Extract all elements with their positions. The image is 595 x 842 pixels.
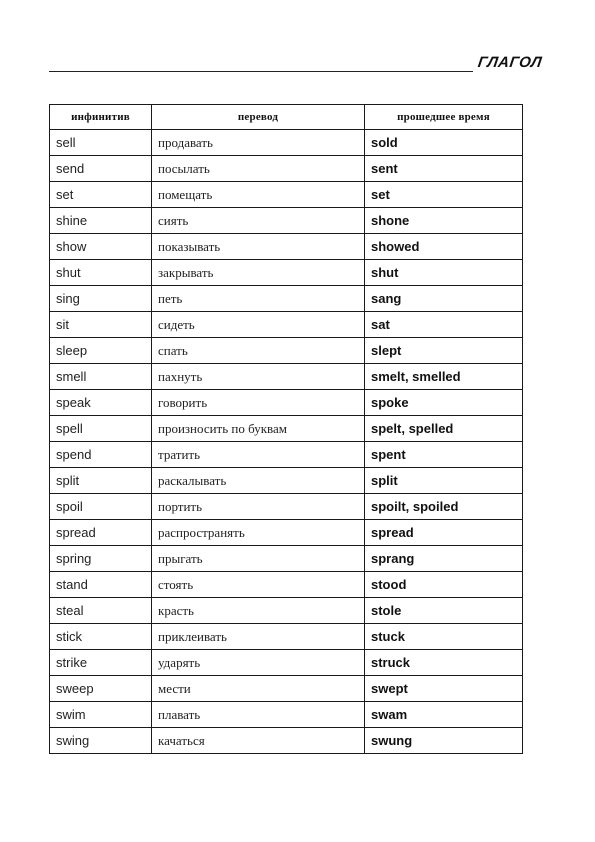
past-tense-cell: spelt, spelled xyxy=(365,416,523,442)
translation-cell: тратить xyxy=(152,442,365,468)
past-tense-cell: split xyxy=(365,468,523,494)
infinitive-cell: sit xyxy=(50,312,152,338)
header-rule xyxy=(49,71,473,72)
table-row xyxy=(50,260,523,286)
table-row xyxy=(50,234,523,260)
translation-cell: пахнуть xyxy=(152,364,365,390)
table-row xyxy=(50,312,523,338)
table-row xyxy=(50,728,523,754)
table-row xyxy=(50,598,523,624)
infinitive-cell: show xyxy=(50,234,152,260)
past-tense-cell: slept xyxy=(365,338,523,364)
past-tense-cell: struck xyxy=(365,650,523,676)
infinitive-cell: sweep xyxy=(50,676,152,702)
infinitive-cell: strike xyxy=(50,650,152,676)
infinitive-cell: steal xyxy=(50,598,152,624)
table-row xyxy=(50,494,523,520)
table-row xyxy=(50,572,523,598)
past-tense-cell: sent xyxy=(365,156,523,182)
infinitive-cell: spoil xyxy=(50,494,152,520)
past-tense-cell: stood xyxy=(365,572,523,598)
translation-cell: продавать xyxy=(152,130,365,156)
past-tense-cell: stole xyxy=(365,598,523,624)
infinitive-cell: spell xyxy=(50,416,152,442)
column-header-infinitive: инфинитив xyxy=(50,105,152,130)
table-row xyxy=(50,156,523,182)
infinitive-cell: stand xyxy=(50,572,152,598)
past-tense-cell: set xyxy=(365,182,523,208)
infinitive-cell: split xyxy=(50,468,152,494)
translation-cell: петь xyxy=(152,286,365,312)
verb-table-body xyxy=(50,130,523,754)
translation-cell: произносить по буквам xyxy=(152,416,365,442)
table-row xyxy=(50,546,523,572)
infinitive-cell: speak xyxy=(50,390,152,416)
translation-cell: стоять xyxy=(152,572,365,598)
infinitive-cell: spread xyxy=(50,520,152,546)
translation-cell: красть xyxy=(152,598,365,624)
table-row xyxy=(50,468,523,494)
table-row xyxy=(50,364,523,390)
translation-cell: показывать xyxy=(152,234,365,260)
table-row xyxy=(50,702,523,728)
table-row xyxy=(50,442,523,468)
infinitive-cell: sing xyxy=(50,286,152,312)
infinitive-cell: spring xyxy=(50,546,152,572)
infinitive-cell: send xyxy=(50,156,152,182)
past-tense-cell: smelt, smelled xyxy=(365,364,523,390)
past-tense-cell: sold xyxy=(365,130,523,156)
infinitive-cell: sell xyxy=(50,130,152,156)
past-tense-cell: shut xyxy=(365,260,523,286)
translation-cell: приклеивать xyxy=(152,624,365,650)
table-header-row xyxy=(50,105,523,130)
infinitive-cell: spend xyxy=(50,442,152,468)
infinitive-cell: swing xyxy=(50,728,152,754)
infinitive-cell: shut xyxy=(50,260,152,286)
table-row xyxy=(50,624,523,650)
column-header-translation: перевод xyxy=(152,105,365,130)
past-tense-cell: spread xyxy=(365,520,523,546)
past-tense-cell: spent xyxy=(365,442,523,468)
verb-table xyxy=(49,104,523,754)
table-row xyxy=(50,390,523,416)
past-tense-cell: sat xyxy=(365,312,523,338)
translation-cell: спать xyxy=(152,338,365,364)
table-row xyxy=(50,208,523,234)
past-tense-cell: showed xyxy=(365,234,523,260)
table-row xyxy=(50,650,523,676)
table-row xyxy=(50,182,523,208)
translation-cell: портить xyxy=(152,494,365,520)
past-tense-cell: spoilt, spoiled xyxy=(365,494,523,520)
table-row xyxy=(50,286,523,312)
translation-cell: распространять xyxy=(152,520,365,546)
past-tense-cell: swung xyxy=(365,728,523,754)
past-tense-cell: spoke xyxy=(365,390,523,416)
translation-cell: сидеть xyxy=(152,312,365,338)
past-tense-cell: sprang xyxy=(365,546,523,572)
infinitive-cell: smell xyxy=(50,364,152,390)
past-tense-cell: sang xyxy=(365,286,523,312)
translation-cell: раскалывать xyxy=(152,468,365,494)
translation-cell: помещать xyxy=(152,182,365,208)
infinitive-cell: set xyxy=(50,182,152,208)
past-tense-cell: stuck xyxy=(365,624,523,650)
section-title: ГЛАГОЛ xyxy=(476,54,544,71)
translation-cell: сиять xyxy=(152,208,365,234)
infinitive-cell: swim xyxy=(50,702,152,728)
table-row xyxy=(50,520,523,546)
column-header-past-tense: прошедшее время xyxy=(365,105,523,130)
translation-cell: ударять xyxy=(152,650,365,676)
translation-cell: прыгать xyxy=(152,546,365,572)
infinitive-cell: sleep xyxy=(50,338,152,364)
translation-cell: мести xyxy=(152,676,365,702)
translation-cell: говорить xyxy=(152,390,365,416)
past-tense-cell: shone xyxy=(365,208,523,234)
past-tense-cell: swept xyxy=(365,676,523,702)
translation-cell: плавать xyxy=(152,702,365,728)
translation-cell: закрывать xyxy=(152,260,365,286)
table-row xyxy=(50,416,523,442)
translation-cell: посылать xyxy=(152,156,365,182)
infinitive-cell: shine xyxy=(50,208,152,234)
infinitive-cell: stick xyxy=(50,624,152,650)
table-row xyxy=(50,676,523,702)
past-tense-cell: swam xyxy=(365,702,523,728)
translation-cell: качаться xyxy=(152,728,365,754)
table-row xyxy=(50,338,523,364)
table-row xyxy=(50,130,523,156)
